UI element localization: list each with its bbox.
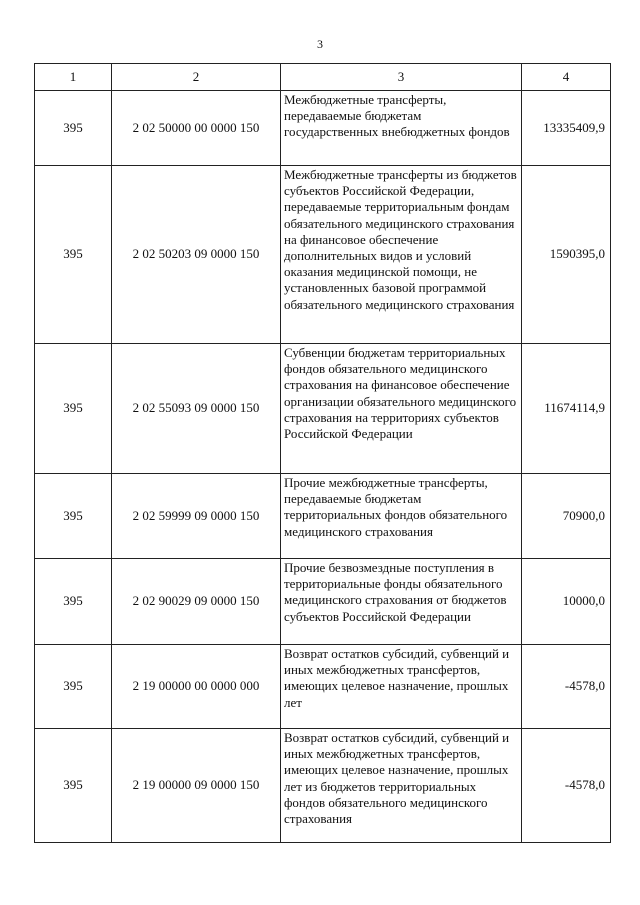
admin-code-cell: 395 xyxy=(35,645,112,729)
budget-code-cell: 2 02 59999 09 0000 150 xyxy=(112,474,281,559)
amount-cell: -4578,0 xyxy=(522,645,611,729)
table-row xyxy=(35,645,611,729)
page-number: 3 xyxy=(317,37,323,51)
revenue-name-cell: Прочие межбюджетные трансферты, передаваемые бюджетам территориальных фондов обязательного медицинского страхования xyxy=(281,474,522,559)
admin-code-cell: 395 xyxy=(35,559,112,645)
revenue-name-cell: Межбюджетные трансферты, передаваемые бюджетам государственных внебюджетных фондов xyxy=(281,91,522,166)
amount-cell: 13335409,9 xyxy=(522,91,611,166)
budget-code-cell: 2 02 50203 09 0000 150 xyxy=(112,166,281,344)
revenue-name-cell: Субвенции бюджетам территориальных фондов обязательного медицинского страхования на финансовое обеспечение организации обязательного медицинского страхования на территориях субъектов Российской Федерации xyxy=(281,344,522,474)
column-header-4: 4 xyxy=(522,64,611,91)
amount-cell: 10000,0 xyxy=(522,559,611,645)
table-header xyxy=(35,64,611,91)
amount-cell: 70900,0 xyxy=(522,474,611,559)
admin-code-cell: 395 xyxy=(35,91,112,166)
amount-cell: 11674114,9 xyxy=(522,344,611,474)
budget-code-cell: 2 02 55093 09 0000 150 xyxy=(112,344,281,474)
table-row xyxy=(35,729,611,843)
revenue-table xyxy=(34,63,611,843)
budget-code-cell: 2 19 00000 09 0000 150 xyxy=(112,729,281,843)
table-row xyxy=(35,559,611,645)
budget-code-cell: 2 02 90029 09 0000 150 xyxy=(112,559,281,645)
admin-code-cell: 395 xyxy=(35,474,112,559)
revenue-name-cell: Возврат остатков субсидий, субвенций и иных межбюджетных трансфертов, имеющих целевое назначение, прошлых лет xyxy=(281,645,522,729)
column-header-3: 3 xyxy=(281,64,522,91)
table-row xyxy=(35,166,611,344)
amount-cell: 1590395,0 xyxy=(522,166,611,344)
column-header-2: 2 xyxy=(112,64,281,91)
admin-code-cell: 395 xyxy=(35,166,112,344)
admin-code-cell: 395 xyxy=(35,344,112,474)
revenue-name-cell: Возврат остатков субсидий, субвенций и иных межбюджетных трансфертов, имеющих целевое назначение, прошлых лет из бюджетов территориальных фондов обязательного медицинского страхования xyxy=(281,729,522,843)
budget-code-cell: 2 02 50000 00 0000 150 xyxy=(112,91,281,166)
table-row xyxy=(35,344,611,474)
revenue-name-cell: Прочие безвозмездные поступления в территориальные фонды обязательного медицинского страхования от бюджетов субъектов Российской Федерации xyxy=(281,559,522,645)
admin-code-cell: 395 xyxy=(35,729,112,843)
column-number-row xyxy=(35,64,611,91)
column-header-1: 1 xyxy=(35,64,112,91)
amount-cell: -4578,0 xyxy=(522,729,611,843)
table-row xyxy=(35,91,611,166)
table-row xyxy=(35,474,611,559)
table-body xyxy=(35,91,611,843)
revenue-name-cell: Межбюджетные трансферты из бюджетов субъектов Российской Федерации, передаваемые территориальным фондам обязательного медицинского страхования на финансовое обеспечение дополнительных видов и условий оказания медицинской помощи, не установленных базовой программой обязательного медицинского страхования xyxy=(281,166,522,344)
budget-code-cell: 2 19 00000 00 0000 000 xyxy=(112,645,281,729)
